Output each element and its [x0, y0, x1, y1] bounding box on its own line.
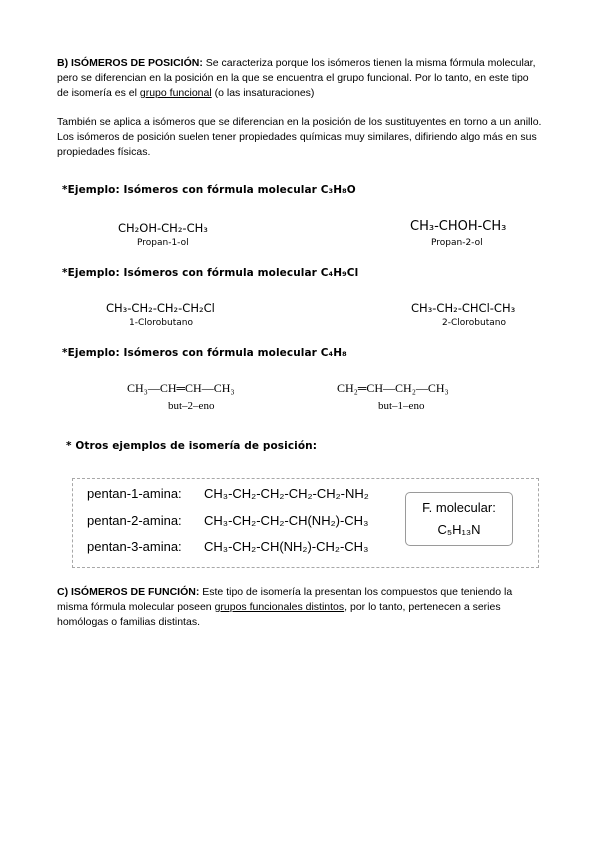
- example-1-heading: *Ejemplo: Isómeros con fórmula molecular C₃H₈O: [62, 184, 356, 196]
- example-1-right-formula: CH₃-CHOH-CH₃: [410, 219, 507, 234]
- molecular-formula-value: C₅H₁₃N: [437, 522, 481, 537]
- section-c-paragraph: [57, 585, 543, 630]
- amine-name: pentan-3-amina:: [87, 539, 182, 554]
- example-2-heading: *Ejemplo: Isómeros con fórmula molecular C₄H₉Cl: [62, 267, 359, 279]
- amine-row: [87, 486, 369, 501]
- example-1-left-formula: CH₂OH-CH₂-CH₃: [118, 221, 208, 235]
- section-c-text-2: , por lo tanto, pertenecen a series homólogas o familias distintas.: [57, 601, 501, 628]
- section-b-text-2: (o las insaturaciones): [211, 87, 315, 99]
- example-3-left-formula: CH₃—CH═CH—CH₃: [127, 381, 235, 395]
- amine-row: [87, 513, 368, 528]
- amine-name: pentan-1-amina:: [87, 486, 182, 501]
- amine-formula: CH₃-CH₂-CH(NH₂)-CH₂-CH₃: [204, 539, 369, 554]
- amine-formula: CH₃-CH₂-CH₂-CH₂-CH₂-NH₂: [204, 486, 369, 501]
- example-3-right-name: but–1–eno: [378, 400, 425, 412]
- section-b-title: B) ISÓMEROS DE POSICIÓN:: [57, 57, 203, 69]
- grupos-funcionales-link[interactable]: grupos funcionales distintos: [214, 601, 345, 613]
- example-3-left-name: but–2–eno: [168, 400, 215, 412]
- other-examples-heading: * Otros ejemplos de isomería de posición:: [66, 440, 318, 452]
- section-b-paragraph: [57, 56, 543, 101]
- amine-row: [87, 539, 368, 554]
- molecular-formula-label: F. molecular:: [422, 500, 496, 515]
- example-3-right-formula: CH₂═CH—CH₂—CH₃: [337, 381, 449, 395]
- example-1-left-name: Propan-1-ol: [137, 238, 189, 248]
- example-2-right-name: 2-Clorobutano: [442, 318, 506, 328]
- section-c-text-1: Este tipo de isomería la presentan los compuestos que teniendo la misma fórmula molecular poseen: [57, 586, 513, 613]
- grupo-funcional-link[interactable]: grupo funcional: [139, 87, 212, 99]
- section-c-title: C) ISÓMEROS DE FUNCIÓN:: [57, 586, 200, 598]
- amine-formula: CH₃-CH₂-CH₂-CH(NH₂)-CH₃: [204, 513, 369, 528]
- example-2-right-formula: CH₃-CH₂-CHCl-CH₃: [411, 301, 516, 315]
- example-1-right-name: Propan-2-ol: [431, 238, 483, 248]
- example-2-left-formula: CH₃-CH₂-CH₂-CH₂Cl: [106, 301, 215, 315]
- section-b-paragraph-2: También se aplica a isómeros que se diferencian en la posición de los sustituyentes en torno a un anillo. Los isómeros de posición suelen tener propiedades químicas muy similares, difiriendo algo más en sus propiedades físicas.: [57, 116, 542, 158]
- section-b-text-1: Se caracteriza porque los isómeros tienen la misma fórmula molecular, pero se diferencian en la posición en la que se encuentra el grupo funcional. Por lo tanto, en este tipo de isomería es el: [57, 57, 536, 99]
- example-3-heading: *Ejemplo: Isómeros con fórmula molecular C₄H₈: [62, 347, 347, 359]
- amine-name: pentan-2-amina:: [87, 513, 182, 528]
- molecular-formula-box: [405, 492, 513, 546]
- example-2-left-name: 1-Clorobutano: [129, 318, 193, 328]
